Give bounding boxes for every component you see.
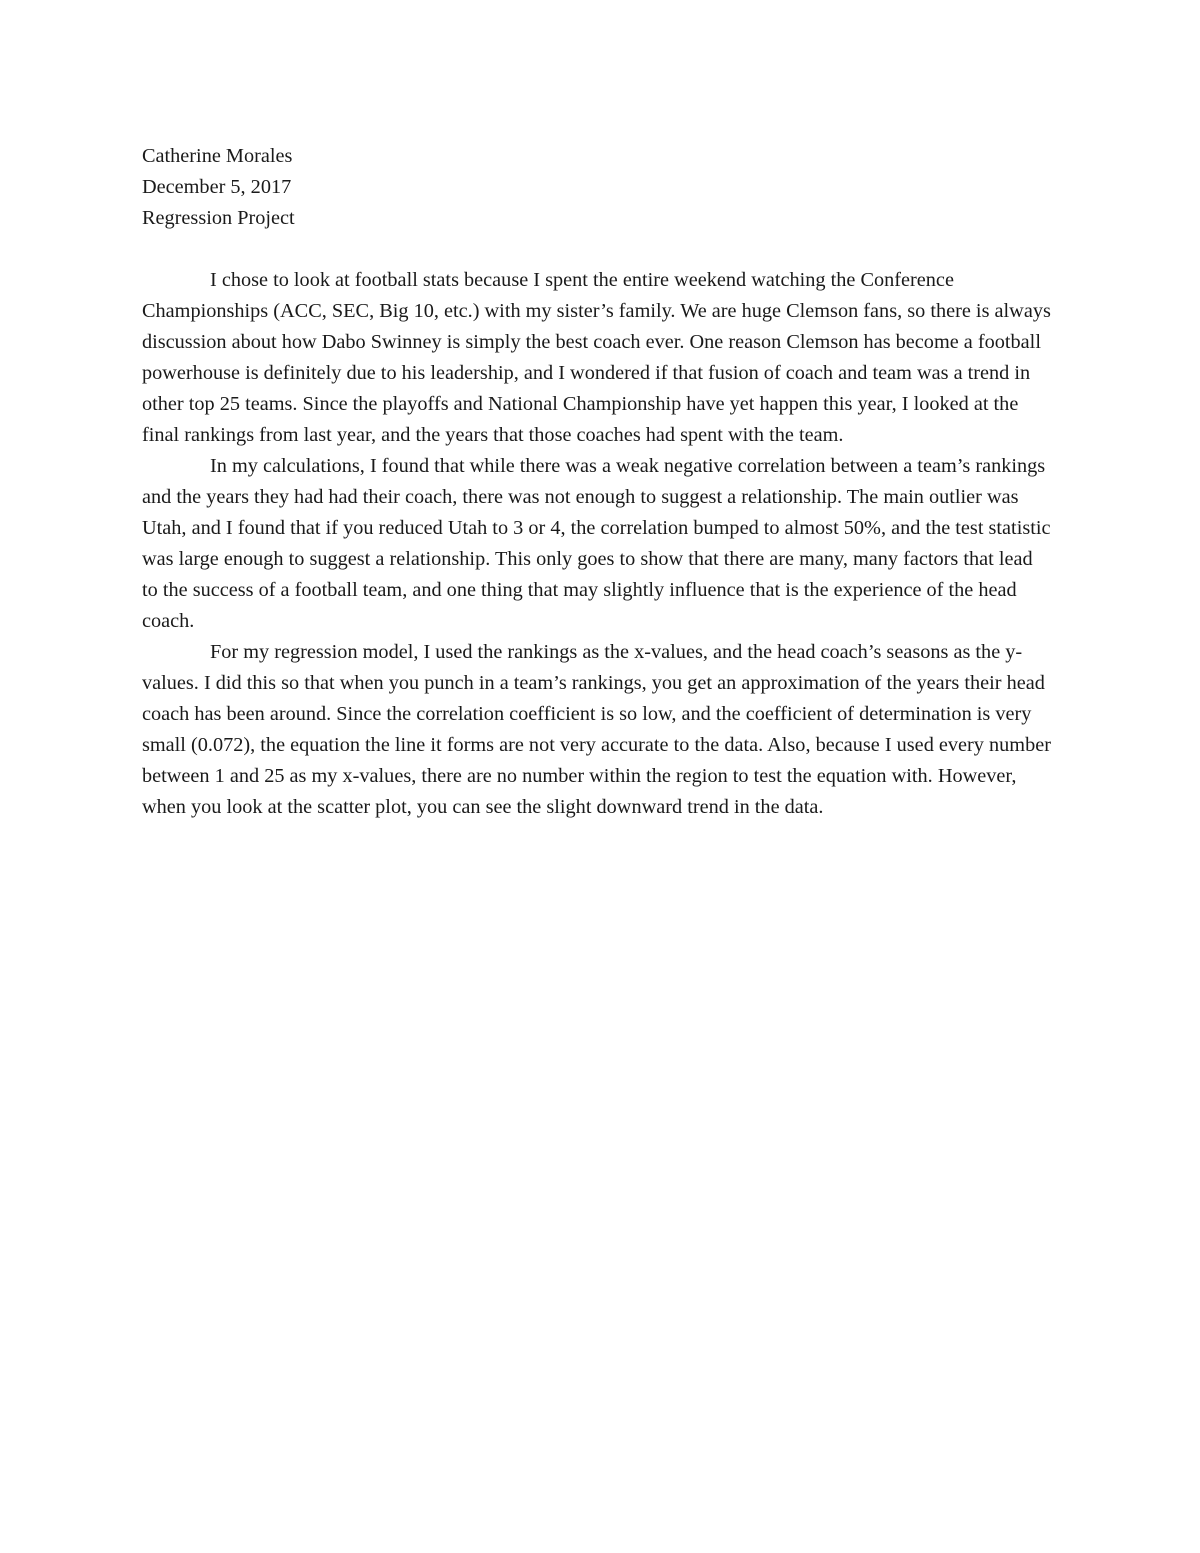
document-body [142, 141, 1052, 823]
document-date: December 5, 2017 [142, 176, 292, 198]
document-title: Regression Project [142, 207, 295, 229]
blank-line [142, 234, 1052, 265]
paragraph-2: In my calculations, I found that while there was a weak negative correlation between a team’s rankings and the years they had had their coach, there was not enough to suggest a relationship. The main outlier was Utah, and I found that if you reduced Utah to 3 or 4, the correlation bumped to almost 50%, and the test statistic was large enough to suggest a relationship. This only goes to show that there are many, many factors that lead to the success of a football team, and one thing that may slightly influence that is the experience of the head coach. [142, 455, 1051, 632]
paragraph-3: For my regression model, I used the rankings as the x-values, and the head coach’s seasons as the y-values. I did this so that when you punch in a team’s rankings, you get an approximation of the years their head coach has been around. Since the correlation coefficient is so low, and the coefficient of determination is very small (0.072), the equation the line it forms are not very accurate to the data. Also, because I used every number between 1 and 25 as my x-values, there are no number within the region to test the equation with. However, when you look at the scatter plot, you can see the slight downward trend in the data. [142, 641, 1051, 818]
paragraph-1: I chose to look at football stats because I spent the entire weekend watching the Conference Championships (ACC, SEC, Big 10, etc.) with my sister’s family. We are huge Clemson fans, so there is always discussion about how Dabo Swinney is simply the best coach ever. One reason Clemson has become a football powerhouse is definitely due to his leadership, and I wondered if that fusion of coach and team was a trend in other top 25 teams. Since the playoffs and National Championship have yet happen this year, I looked at the final rankings from last year, and the years that those coaches had spent with the team. [142, 269, 1051, 446]
author-name: Catherine Morales [142, 145, 293, 167]
